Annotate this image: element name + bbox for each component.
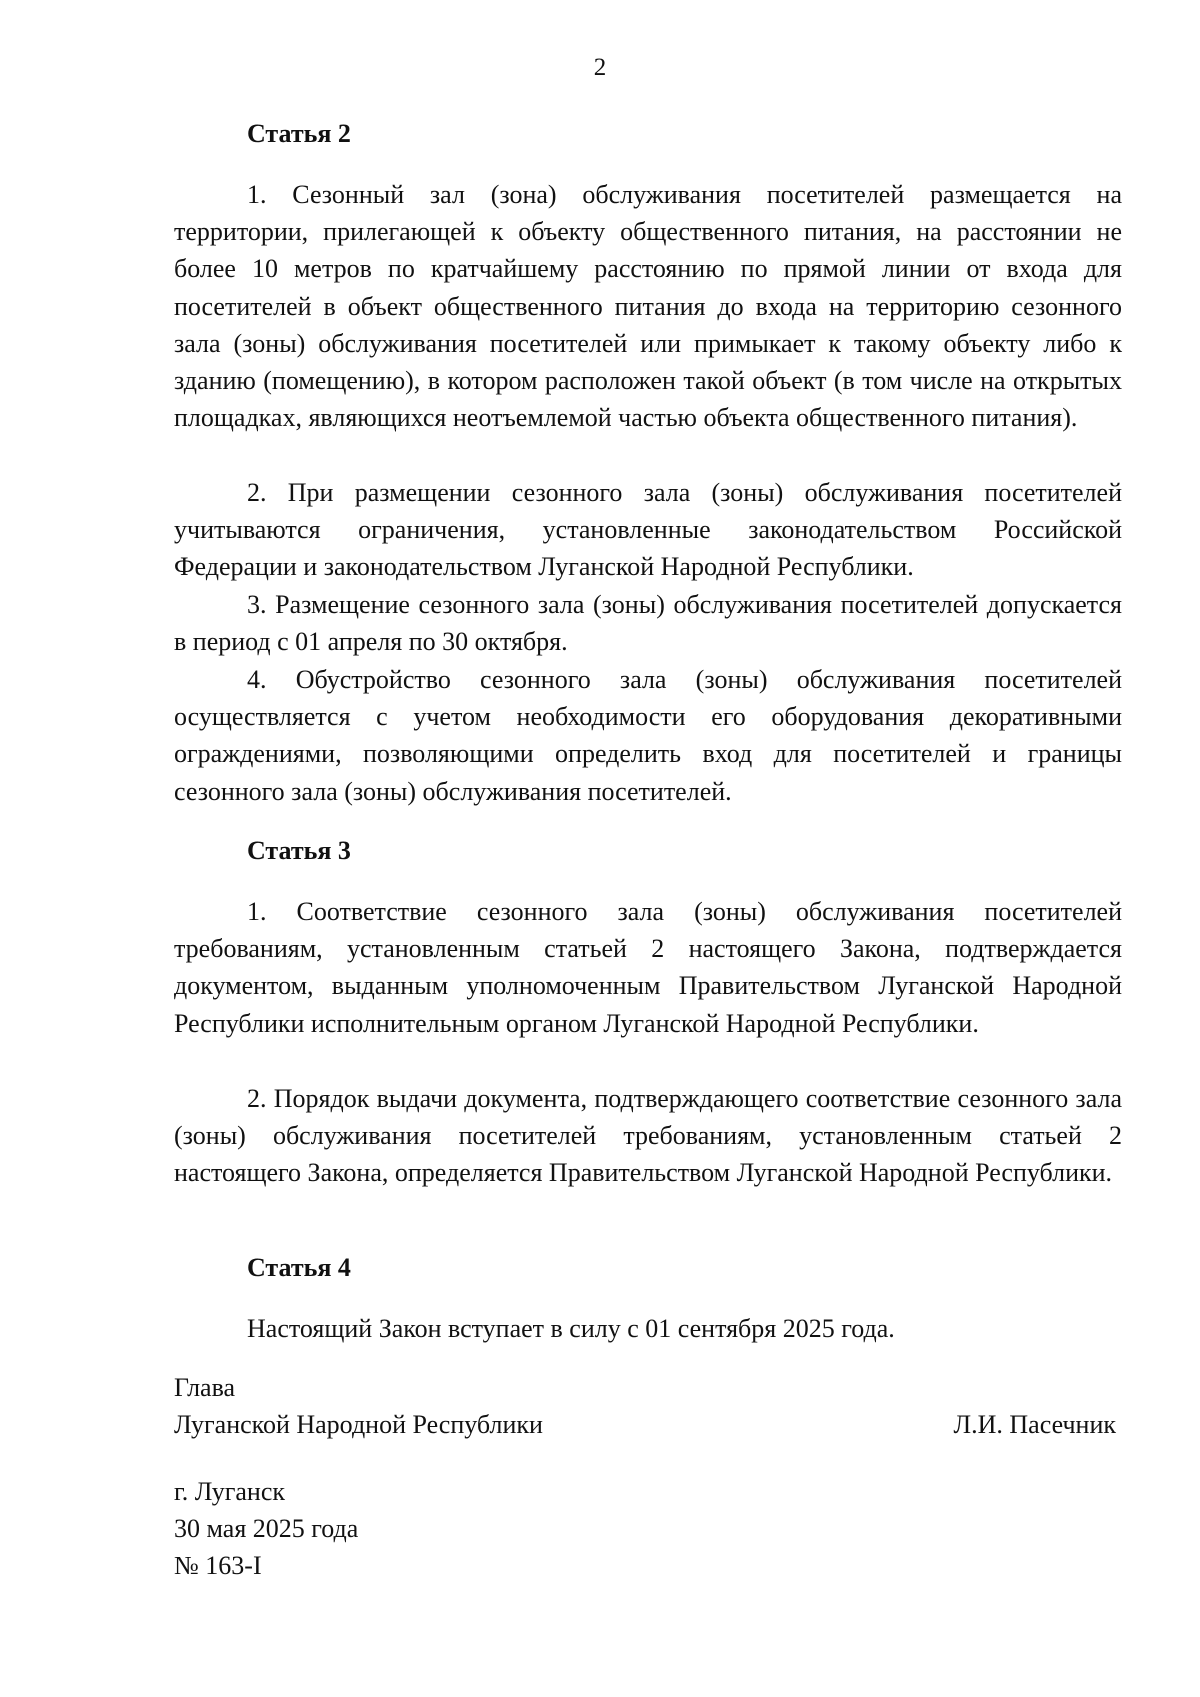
article-2-paragraph-2: 2. При размещении сезонного зала (зоны) обслуживания посетителей учитываются ограничения, установленные законодательством Российской Федерации и законодательством Луганской Народной Республики. xyxy=(174,478,1122,582)
article-3-heading: Статья 3 xyxy=(247,836,351,865)
article-4-heading: Статья 4 xyxy=(247,1253,351,1282)
law-number: № 163-I xyxy=(174,1551,262,1580)
article-2-paragraph-3: 3. Размещение сезонного зала (зоны) обслуживания посетителей допускается в период с 01 апреля по 30 октября. xyxy=(174,590,1122,657)
article-2-paragraph-1: 1. Сезонный зал (зона) обслуживания посетителей размещается на территории, прилегающей к объекту общественного питания, на расстоянии не более 10 метров по кратчайшему расстоянию по прямой линии от входа для посетителей в объект общественного питания до входа на территорию сезонного зала (зоны) обслуживания посетителей или примыкает к такому объекту либо к зданию (помещению), в котором расположен такой объект (в том числе на открытых площадках, являющихся неотъемлемой частью объекта общественного питания). xyxy=(174,180,1122,433)
article-3-paragraph-2: 2. Порядок выдачи документа, подтверждающего соответствие сезонного зала (зоны) обслуживания посетителей требованиям, установленным статьей 2 настоящего Закона, определяется Правительством Луганской Народной Республики. xyxy=(174,1084,1122,1188)
signing-date: 30 мая 2025 года xyxy=(174,1514,359,1543)
page-number: 2 xyxy=(593,54,607,81)
article-3-paragraph-1: 1. Соответствие сезонного зала (зоны) обслуживания посетителей требованиям, установленным статьей 2 настоящего Закона, подтверждается документом, выданным уполномоченным Правительством Луганской Народной Республики исполнительным органом Луганской Народной Республики. xyxy=(174,897,1122,1038)
signatory-name: Л.И. Пасечник xyxy=(953,1410,1116,1439)
article-2-heading: Статья 2 xyxy=(247,119,351,148)
place-of-signing: г. Луганск xyxy=(174,1477,286,1506)
signature-title-line-1: Глава xyxy=(174,1373,236,1402)
article-2-paragraph-4: 4. Обустройство сезонного зала (зоны) обслуживания посетителей осуществляется с учетом необходимости его оборудования декоративными ограждениями, позволяющими определить вход для посетителей и границы сезонного зала (зоны) обслуживания посетителей. xyxy=(174,665,1122,806)
article-4-paragraph-1: Настоящий Закон вступает в силу с 01 сентября 2025 года. xyxy=(247,1314,895,1343)
signature-title-line-2: Луганской Народной Республики xyxy=(174,1410,543,1439)
